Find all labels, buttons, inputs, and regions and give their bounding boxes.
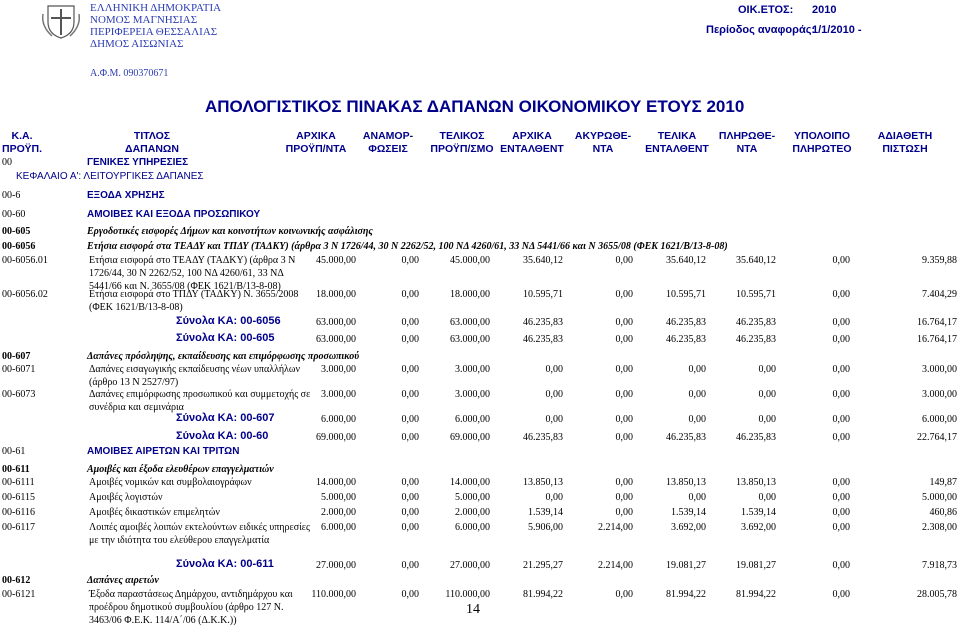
amount-cell: 81.994,22 <box>666 589 706 600</box>
column-header-line: ΠΙΣΤΩΣΗ <box>882 143 928 155</box>
amount-cell: 46.235,83 <box>523 432 563 443</box>
column-header-line: ΑΡΧΙΚΑ <box>296 130 336 142</box>
header-line: ΝΟΜΟΣ ΜΑΓΝΗΣΙΑΣ <box>90 14 198 26</box>
amount-cell: 46.235,83 <box>736 432 776 443</box>
account-description: (άρθρο 13 Ν 2527/97) <box>89 377 179 388</box>
column-header-line: ΑΔΙΑΘΕΤΗ <box>877 130 933 142</box>
column-header-line: ΤΕΛΙΚΟΣ <box>439 130 485 142</box>
column-header-line: ΠΛΗΡΩΘΕ- <box>718 130 776 142</box>
header-line: ΔΗΜΟΣ ΑΙΣΩΝΙΑΣ <box>90 38 184 50</box>
amount-cell: 63.000,00 <box>450 334 490 345</box>
amount-cell: 0,00 <box>401 589 419 600</box>
section-code: 00-61 <box>2 446 26 457</box>
amount-cell: 19.081,27 <box>666 560 706 571</box>
amount-cell: 22.764,17 <box>917 432 957 443</box>
account-code: 00-6116 <box>2 507 35 518</box>
amount-cell: 2.308,00 <box>922 522 957 533</box>
amount-cell: 0,00 <box>758 492 776 503</box>
account-description: Έξοδα παραστάσεως Δημάρχου, αντιδημάρχου και <box>89 589 293 600</box>
amount-cell: 2.214,00 <box>598 560 633 571</box>
amount-cell: 0,00 <box>688 389 706 400</box>
amount-cell: 0,00 <box>832 507 850 518</box>
account-code: 00-6111 <box>2 477 35 488</box>
amount-cell: 3.000,00 <box>922 364 957 375</box>
amount-cell: 63.000,00 <box>450 317 490 328</box>
amount-cell: 6.000,00 <box>455 522 490 533</box>
section-code: 00-607 <box>2 351 31 362</box>
amount-cell: 46.235,83 <box>666 432 706 443</box>
column-header-line: ΤΕΛΙΚΑ <box>657 130 697 142</box>
section-code: 00 <box>2 157 12 168</box>
column-header <box>0 130 72 156</box>
amount-cell: 0,00 <box>758 414 776 425</box>
amount-cell: 46.235,83 <box>736 317 776 328</box>
total-label: Σύνολα ΚΑ: 00-605 <box>176 332 275 344</box>
amount-cell: 0,00 <box>615 492 633 503</box>
column-header-line: Κ.Α. <box>11 130 33 142</box>
column-header-line: ΤΙΤΛΟΣ <box>133 130 171 142</box>
account-description: 3463/06 Φ.Ε.Κ. 114/Α΄/06 (Δ.Κ.Κ.)) <box>89 615 237 626</box>
account-description: 1726/44, 30 Ν 2262/52, 100 ΝΔ 4260/61, 33 ΝΔ <box>89 268 284 279</box>
column-header-line: ΦΩΣΕΙΣ <box>368 143 408 155</box>
amount-cell: 0,00 <box>832 317 850 328</box>
period-value: 1/1/2010 - <box>812 24 862 36</box>
column-header-line: ΔΑΠΑΝΩΝ <box>125 143 179 155</box>
account-description: Λοιπές αμοιβές λοιπών εκτελούντων ειδικές υπηρεσίες <box>89 522 310 533</box>
section-code: 00-60 <box>2 209 26 220</box>
amount-cell: 0,00 <box>615 589 633 600</box>
header-line: ΕΛΛΗΝΙΚΗ ΔΗΜΟΚΡΑΤΙΑ <box>90 2 222 14</box>
amount-cell: 5.000,00 <box>455 492 490 503</box>
amount-cell: 0,00 <box>832 589 850 600</box>
amount-cell: 69.000,00 <box>450 432 490 443</box>
amount-cell: 9.359,88 <box>922 255 957 266</box>
amount-cell: 110.000,00 <box>311 589 356 600</box>
amount-cell: 0,00 <box>401 364 419 375</box>
amount-cell: 0,00 <box>615 432 633 443</box>
fiscal-year-label: ΟΙΚ.ΕΤΟΣ: <box>738 4 794 16</box>
amount-cell: 0,00 <box>615 289 633 300</box>
page-number: 14 <box>466 602 480 617</box>
amount-cell: 0,00 <box>832 522 850 533</box>
account-description: Δαπάνες εισαγωγικής εκπαίδευσης νέων υπαλλήλων <box>89 364 301 375</box>
page-title: ΑΠΟΛΟΓΙΣΤΙΚΟΣ ΠΙΝΑΚΑΣ ΔΑΠΑΝΩΝ ΟΙΚΟΝΟΜΙΚΟΥ ΕΤΟΥΣ 2010 <box>205 97 745 116</box>
amount-cell: 2.000,00 <box>321 507 356 518</box>
amount-cell: 0,00 <box>401 507 419 518</box>
amount-cell: 21.295,27 <box>523 560 563 571</box>
amount-cell: 0,00 <box>758 389 776 400</box>
column-header-line: ΑΝΑΜΟΡ- <box>362 130 414 142</box>
amount-cell: 2.000,00 <box>455 507 490 518</box>
amount-cell: 35.640,12 <box>666 255 706 266</box>
amount-cell: 18.000,00 <box>450 289 490 300</box>
amount-cell: 0,00 <box>615 477 633 488</box>
amount-cell: 0,00 <box>401 522 419 533</box>
amount-cell: 19.081,27 <box>736 560 776 571</box>
amount-cell: 13.850,13 <box>666 477 706 488</box>
amount-cell: 0,00 <box>832 560 850 571</box>
account-description: (ΦΕΚ 1621/Β/13-8-08) <box>89 302 183 313</box>
amount-cell: 35.640,12 <box>523 255 563 266</box>
column-header-line: ΠΡΟΫΠ/ΝΤΑ <box>285 143 347 155</box>
section-code: 00-6056 <box>2 241 36 252</box>
amount-cell: 110.000,00 <box>445 589 490 600</box>
total-label: Σύνολα ΚΑ: 00-611 <box>176 558 274 570</box>
account-description: προέδρου δημοτικού συμβουλίου (άρθρο 127 Ν. <box>89 602 284 613</box>
amount-cell: 10.595,71 <box>666 289 706 300</box>
amount-cell: 0,00 <box>832 364 850 375</box>
column-header-line: ΝΤΑ <box>736 143 758 155</box>
amount-cell: 28.005,78 <box>917 589 957 600</box>
amount-cell: 6.000,00 <box>321 522 356 533</box>
amount-cell: 0,00 <box>832 289 850 300</box>
amount-cell: 0,00 <box>615 389 633 400</box>
amount-cell: 6.000,00 <box>922 414 957 425</box>
amount-cell: 7.404,29 <box>922 289 957 300</box>
amount-cell: 1.539,14 <box>528 507 563 518</box>
amount-cell: 1.539,14 <box>741 507 776 518</box>
amount-cell: 460,86 <box>929 507 957 518</box>
amount-cell: 0,00 <box>401 432 419 443</box>
amount-cell: 16.764,17 <box>917 317 957 328</box>
section-code: 00-6 <box>2 190 21 201</box>
column-header-line: ΕΝΤΑΛΘΕΝΤ <box>645 143 709 155</box>
section-title: Ετήσια εισφορά στα ΤΕΑΔΥ και ΤΠΔΥ (ΤΑΔΚΥ) (άρθρα 3 Ν 1726/44, 30 Ν 2262/52, 100 ΝΔ 4260/61, 33 ΝΔ 5441/66 και Ν 3655/08 (ΦΕΚ 1621/Β/13-8-08) <box>87 241 728 252</box>
amount-cell: 63.000,00 <box>316 317 356 328</box>
amount-cell: 81.994,22 <box>736 589 776 600</box>
column-header <box>102 130 202 156</box>
amount-cell: 0,00 <box>688 414 706 425</box>
amount-cell: 0,00 <box>545 389 563 400</box>
amount-cell: 0,00 <box>545 414 563 425</box>
amount-cell: 45.000,00 <box>316 255 356 266</box>
amount-cell: 0,00 <box>401 560 419 571</box>
section-title: Εργοδοτικές εισφορές Δήμων και κοινοτήτων κοινωνικής ασφάλισης <box>87 226 373 237</box>
amount-cell: 5.906,00 <box>528 522 563 533</box>
amount-cell: 46.235,83 <box>523 317 563 328</box>
column-header-line: ΠΡΟΫΠ. <box>2 143 42 155</box>
account-code: 00-6121 <box>2 589 36 600</box>
account-description: Αμοιβές νομικών και συμβολαιογράφων <box>89 477 252 488</box>
column-header-line: ΠΡΟΫΠ/ΣΜΟ <box>430 143 494 155</box>
header-line: ΠΕΡΙΦΕΡΕΙΑ ΘΕΣΣΑΛΙΑΣ <box>90 26 218 38</box>
section-code: 00-612 <box>2 575 31 586</box>
coat-of-arms-icon <box>40 2 82 40</box>
amount-cell: 0,00 <box>615 414 633 425</box>
amount-cell: 149,87 <box>929 477 957 488</box>
amount-cell: 0,00 <box>615 334 633 345</box>
amount-cell: 35.640,12 <box>736 255 776 266</box>
amount-cell: 6.000,00 <box>321 414 356 425</box>
total-label: Σύνολα ΚΑ: 00-607 <box>176 412 275 424</box>
column-header-line: ΕΝΤΑΛΘΕΝΤ <box>500 143 564 155</box>
column-header-line: ΝΤΑ <box>592 143 614 155</box>
amount-cell: 0,00 <box>401 477 419 488</box>
amount-cell: 0,00 <box>401 334 419 345</box>
section-title: Δαπάνες πρόσληψης, εκπαίδευσης και επιμόρφωσης προσωπικού <box>87 351 360 362</box>
account-code: 00-6056.01 <box>2 255 48 266</box>
amount-cell: 2.214,00 <box>598 522 633 533</box>
section-title: ΕΞΟΔΑ ΧΡΗΣΗΣ <box>87 190 165 201</box>
amount-cell: 0,00 <box>401 255 419 266</box>
amount-cell: 27.000,00 <box>316 560 356 571</box>
amount-cell: 5.000,00 <box>922 492 957 503</box>
amount-cell: 3.692,00 <box>741 522 776 533</box>
section-title: ΑΜΟΙΒΕΣ ΑΙΡΕΤΩΝ ΚΑΙ ΤΡΙΤΩΝ <box>87 446 240 457</box>
amount-cell: 46.235,83 <box>666 334 706 345</box>
section-code: 00-605 <box>2 226 31 237</box>
amount-cell: 0,00 <box>688 364 706 375</box>
amount-cell: 0,00 <box>688 492 706 503</box>
account-code: 00-6115 <box>2 492 35 503</box>
amount-cell: 0,00 <box>401 414 419 425</box>
total-label: Σύνολα ΚΑ: 00-60 <box>176 430 269 442</box>
account-code: 00-6056.02 <box>2 289 48 300</box>
amount-cell: 0,00 <box>615 255 633 266</box>
afm-label: Α.Φ.Μ. 090370671 <box>90 68 169 79</box>
section-title: ΑΜΟΙΒΕΣ ΚΑΙ ΕΞΟΔΑ ΠΡΟΣΩΠΙΚΟΥ <box>87 209 261 220</box>
amount-cell: 16.764,17 <box>917 334 957 345</box>
amount-cell: 46.235,83 <box>523 334 563 345</box>
header-org-block <box>90 2 221 50</box>
amount-cell: 0,00 <box>832 492 850 503</box>
section-title: Δαπάνες αιρετών <box>87 575 159 586</box>
amount-cell: 1.539,14 <box>671 507 706 518</box>
amount-cell: 0,00 <box>615 364 633 375</box>
amount-cell: 6.000,00 <box>455 414 490 425</box>
account-description: Αμοιβές δικαστικών επιμελητών <box>89 507 220 518</box>
amount-cell: 3.000,00 <box>321 389 356 400</box>
account-description: με την ιδιότητα του ελεύθερου επαγγελματία <box>89 535 270 546</box>
amount-cell: 0,00 <box>401 317 419 328</box>
amount-cell: 3.692,00 <box>671 522 706 533</box>
amount-cell: 0,00 <box>832 432 850 443</box>
amount-cell: 0,00 <box>758 364 776 375</box>
amount-cell: 0,00 <box>832 334 850 345</box>
amount-cell: 14.000,00 <box>450 477 490 488</box>
period-label: Περίοδος αναφοράς: <box>706 24 816 36</box>
section-title: Αμοιβές και έξοδα ελευθέρων επαγγελματιών <box>87 464 274 475</box>
amount-cell: 3.000,00 <box>321 364 356 375</box>
account-description: Ετήσια εισφορά στο ΤΠΔΥ (ΤΑΔΚΥ) Ν. 3655/2008 <box>89 289 299 300</box>
amount-cell: 18.000,00 <box>316 289 356 300</box>
column-header-line: ΑΚΥΡΩΘΕ- <box>574 130 632 142</box>
amount-cell: 81.994,22 <box>523 589 563 600</box>
amount-cell: 13.850,13 <box>736 477 776 488</box>
amount-cell: 45.000,00 <box>450 255 490 266</box>
column-header-line: ΥΠΟΛΟΙΠΟ <box>793 130 851 142</box>
amount-cell: 0,00 <box>401 389 419 400</box>
amount-cell: 3.000,00 <box>455 364 490 375</box>
amount-cell: 0,00 <box>615 317 633 328</box>
amount-cell: 0,00 <box>545 364 563 375</box>
amount-cell: 0,00 <box>401 289 419 300</box>
amount-cell: 3.000,00 <box>455 389 490 400</box>
section-title: ΓΕΝΙΚΕΣ ΥΠΗΡΕΣΙΕΣ <box>87 157 189 168</box>
amount-cell: 0,00 <box>832 255 850 266</box>
amount-cell: 13.850,13 <box>523 477 563 488</box>
amount-cell: 63.000,00 <box>316 334 356 345</box>
account-description: συνέδρια και σεμινάρια <box>89 402 184 413</box>
amount-cell: 0,00 <box>832 477 850 488</box>
amount-cell: 14.000,00 <box>316 477 356 488</box>
amount-cell: 46.235,83 <box>736 334 776 345</box>
amount-cell: 69.000,00 <box>316 432 356 443</box>
amount-cell: 0,00 <box>401 492 419 503</box>
account-code: 00-6073 <box>2 389 36 400</box>
account-description: 5441/66 και Ν. 3655/08 (ΦΕΚ 1621/Β/13-8-08) <box>89 281 281 292</box>
column-header-line: ΑΡΧΙΚΑ <box>512 130 552 142</box>
amount-cell: 27.000,00 <box>450 560 490 571</box>
column-header <box>855 130 955 156</box>
fiscal-year-value: 2010 <box>812 4 837 16</box>
account-description: Ετήσια εισφορά στο ΤΕΑΔΥ (ΤΑΔΚΥ) (άρθρα 3 Ν <box>89 255 296 266</box>
account-description: Δαπάνες επιμόρφωσης προσωπικού και συμμετοχής σε <box>89 389 311 400</box>
amount-cell: 10.595,71 <box>736 289 776 300</box>
amount-cell: 0,00 <box>832 389 850 400</box>
account-code: 00-6071 <box>2 364 36 375</box>
section-code: 00-611 <box>2 464 30 475</box>
column-header-line: ΠΛΗΡΩΤΕΟ <box>792 143 852 155</box>
account-description: Αμοιβές λογιστών <box>89 492 163 503</box>
amount-cell: 46.235,83 <box>666 317 706 328</box>
amount-cell: 3.000,00 <box>922 389 957 400</box>
amount-cell: 0,00 <box>832 414 850 425</box>
account-code: 00-6117 <box>2 522 35 533</box>
amount-cell: 0,00 <box>615 507 633 518</box>
amount-cell: 0,00 <box>545 492 563 503</box>
amount-cell: 10.595,71 <box>523 289 563 300</box>
total-label: Σύνολα ΚΑ: 00-6056 <box>176 315 281 327</box>
amount-cell: 5.000,00 <box>321 492 356 503</box>
amount-cell: 7.918,73 <box>922 560 957 571</box>
section-title: ΚΕΦΑΛΑΙΟ Α': ΛΕΙΤΟΥΡΓΙΚΕΣ ΔΑΠΑΝΕΣ <box>16 171 204 182</box>
